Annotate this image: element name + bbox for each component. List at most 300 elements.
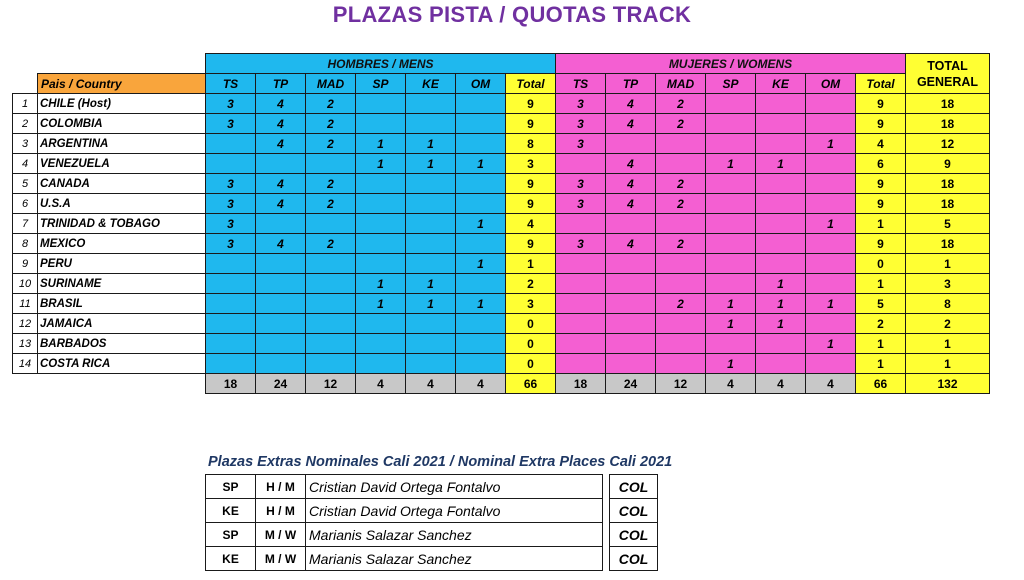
country-name: U.S.A (38, 194, 206, 214)
women-cell (756, 114, 806, 134)
extra-row (206, 523, 658, 547)
men-sum-cell: 4 (456, 374, 506, 394)
total-general-cell: 18 (906, 114, 990, 134)
women-sum-cell: 66 (856, 374, 906, 394)
men-cell (456, 234, 506, 254)
men-cell (406, 314, 456, 334)
men-cell (356, 214, 406, 234)
women-cell: 2 (656, 194, 706, 214)
row-number: 2 (13, 114, 38, 134)
extra-country: COL (610, 499, 658, 523)
men-cell (206, 354, 256, 374)
men-cell: 3 (206, 234, 256, 254)
women-col-header: TS (556, 74, 606, 94)
men-cell (256, 274, 306, 294)
men-cell (406, 214, 456, 234)
men-cell (206, 334, 256, 354)
women-cell: 3 (556, 174, 606, 194)
men-total-cell: 9 (506, 194, 556, 214)
table-row (13, 234, 990, 254)
men-cell: 3 (206, 94, 256, 114)
country-name: PERU (38, 254, 206, 274)
extra-country: COL (610, 475, 658, 499)
men-total-cell: 0 (506, 334, 556, 354)
extra-gap (603, 499, 610, 523)
women-cell (606, 334, 656, 354)
women-cell: 3 (556, 94, 606, 114)
men-col-header: Total (506, 74, 556, 94)
women-cell (706, 134, 756, 154)
women-cell: 2 (656, 294, 706, 314)
women-cell (706, 214, 756, 234)
women-total-cell: 6 (856, 154, 906, 174)
men-cell: 4 (256, 174, 306, 194)
men-cell (456, 274, 506, 294)
men-cell (206, 154, 256, 174)
women-cell (756, 174, 806, 194)
men-cell (406, 114, 456, 134)
men-total-cell: 0 (506, 354, 556, 374)
men-cell (356, 354, 406, 374)
extra-row (206, 475, 658, 499)
men-cell (206, 254, 256, 274)
men-col-header: TS (206, 74, 256, 94)
total-general-cell: 18 (906, 234, 990, 254)
women-cell (606, 274, 656, 294)
extra-country: COL (610, 547, 658, 571)
table-row (13, 254, 990, 274)
table-row (13, 334, 990, 354)
column-header-row (13, 74, 990, 94)
women-cell: 1 (706, 294, 756, 314)
table-row (13, 214, 990, 234)
women-cell (806, 94, 856, 114)
total-general-cell: 1 (906, 254, 990, 274)
men-cell: 4 (256, 114, 306, 134)
men-cell: 1 (456, 214, 506, 234)
men-cell (456, 114, 506, 134)
men-cell: 2 (306, 194, 356, 214)
extra-country: COL (610, 523, 658, 547)
women-cell: 1 (756, 154, 806, 174)
total-general-header (906, 54, 990, 94)
extra-athlete: Marianis Salazar Sanchez (306, 523, 603, 547)
women-cell (656, 254, 706, 274)
men-total-cell: 9 (506, 94, 556, 114)
extra-places-table (205, 474, 658, 571)
men-cell: 2 (306, 134, 356, 154)
total-general-cell: 18 (906, 94, 990, 114)
row-number: 10 (13, 274, 38, 294)
total-general-cell: 9 (906, 154, 990, 174)
women-cell (756, 234, 806, 254)
quota-table (12, 53, 990, 394)
women-col-header: MAD (656, 74, 706, 94)
women-sum-cell: 4 (706, 374, 756, 394)
men-cell: 1 (406, 294, 456, 314)
women-cell: 1 (806, 294, 856, 314)
women-col-header: KE (756, 74, 806, 94)
men-sum-cell: 4 (356, 374, 406, 394)
men-cell (256, 214, 306, 234)
men-cell (256, 314, 306, 334)
spacer (38, 374, 206, 394)
women-total-cell: 9 (856, 234, 906, 254)
women-cell: 1 (706, 154, 756, 174)
men-cell: 1 (356, 154, 406, 174)
women-cell: 2 (656, 114, 706, 134)
women-cell: 1 (756, 314, 806, 334)
men-cell: 1 (456, 154, 506, 174)
men-cell (406, 194, 456, 214)
women-cell (756, 354, 806, 374)
men-cell (356, 114, 406, 134)
women-cell (706, 254, 756, 274)
women-total-cell: 9 (856, 94, 906, 114)
country-name: MEXICO (38, 234, 206, 254)
row-number: 4 (13, 154, 38, 174)
men-cell (306, 274, 356, 294)
men-cell (306, 154, 356, 174)
women-total-cell: 0 (856, 254, 906, 274)
women-cell (656, 134, 706, 154)
men-cell: 4 (256, 234, 306, 254)
men-cell: 4 (256, 134, 306, 154)
men-cell (306, 214, 356, 234)
country-name: SURINAME (38, 274, 206, 294)
women-cell (806, 354, 856, 374)
men-cell (206, 274, 256, 294)
extra-athlete: Cristian David Ortega Fontalvo (306, 499, 603, 523)
page-title: PLAZAS PISTA / QUOTAS TRACK (332, 2, 692, 27)
men-cell (406, 354, 456, 374)
table-row (13, 94, 990, 114)
women-cell: 4 (606, 154, 656, 174)
men-total-cell: 1 (506, 254, 556, 274)
table-row (13, 274, 990, 294)
women-sum-cell: 4 (806, 374, 856, 394)
men-total-cell: 9 (506, 174, 556, 194)
women-col-header: TP (606, 74, 656, 94)
total-header-line2: GENERAL (916, 74, 979, 89)
women-cell (706, 194, 756, 214)
men-cell: 1 (356, 134, 406, 154)
total-header-line1: TOTAL (927, 58, 968, 73)
table-row (13, 114, 990, 134)
men-cell: 1 (406, 274, 456, 294)
men-cell: 3 (206, 114, 256, 134)
row-number: 8 (13, 234, 38, 254)
women-cell (806, 274, 856, 294)
men-total-cell: 2 (506, 274, 556, 294)
men-cell (356, 194, 406, 214)
men-cell (456, 314, 506, 334)
extra-athlete: Cristian David Ortega Fontalvo (306, 475, 603, 499)
row-number: 12 (13, 314, 38, 334)
women-cell: 1 (756, 274, 806, 294)
men-sum-cell: 18 (206, 374, 256, 394)
table-row (13, 134, 990, 154)
women-cell: 1 (806, 214, 856, 234)
women-cell (656, 214, 706, 234)
women-cell (706, 174, 756, 194)
women-cell: 3 (556, 234, 606, 254)
extra-places-title: Plazas Extras Nominales Cali 2021 / Nominal Extra Places Cali 2021 (208, 454, 673, 470)
men-cell (256, 354, 306, 374)
women-cell (756, 334, 806, 354)
men-cell (256, 254, 306, 274)
women-cell: 4 (606, 94, 656, 114)
women-cell: 2 (656, 174, 706, 194)
men-total-cell: 0 (506, 314, 556, 334)
women-cell: 2 (656, 94, 706, 114)
totals-row (13, 374, 990, 394)
extra-gender: M / W (256, 547, 306, 571)
women-cell (556, 214, 606, 234)
country-name: CHILE (Host) (38, 94, 206, 114)
women-cell (656, 154, 706, 174)
row-number: 5 (13, 174, 38, 194)
men-cell (456, 194, 506, 214)
women-cell (756, 254, 806, 274)
extra-gap (603, 475, 610, 499)
women-cell (806, 254, 856, 274)
grand-total-cell: 132 (906, 374, 990, 394)
total-general-cell: 3 (906, 274, 990, 294)
men-total-cell: 9 (506, 234, 556, 254)
total-general-cell: 18 (906, 174, 990, 194)
country-name: TRINIDAD & TOBAGO (38, 214, 206, 234)
men-total-cell: 3 (506, 294, 556, 314)
total-general-cell: 18 (906, 194, 990, 214)
women-cell: 3 (556, 194, 606, 214)
men-cell (406, 174, 456, 194)
women-cell (706, 334, 756, 354)
men-cell: 1 (406, 134, 456, 154)
women-cell (556, 154, 606, 174)
men-total-cell: 8 (506, 134, 556, 154)
men-cell (456, 134, 506, 154)
women-cell (606, 254, 656, 274)
women-total-cell: 1 (856, 214, 906, 234)
men-col-header: TP (256, 74, 306, 94)
women-cell (556, 314, 606, 334)
total-general-cell: 1 (906, 334, 990, 354)
table-row (13, 354, 990, 374)
country-name: COSTA RICA (38, 354, 206, 374)
table-row (13, 154, 990, 174)
men-cell: 3 (206, 194, 256, 214)
row-number: 6 (13, 194, 38, 214)
extra-row (206, 547, 658, 571)
women-cell (756, 134, 806, 154)
women-cell: 3 (556, 134, 606, 154)
women-col-header: SP (706, 74, 756, 94)
women-cell (806, 194, 856, 214)
women-col-header: OM (806, 74, 856, 94)
women-total-cell: 2 (856, 314, 906, 334)
women-total-cell: 9 (856, 114, 906, 134)
country-header: Pais / Country (38, 74, 206, 94)
men-cell (306, 314, 356, 334)
total-general-cell: 2 (906, 314, 990, 334)
men-cell (406, 254, 456, 274)
men-col-header: SP (356, 74, 406, 94)
men-cell: 1 (406, 154, 456, 174)
row-number: 13 (13, 334, 38, 354)
women-cell (556, 294, 606, 314)
women-total-cell: 9 (856, 194, 906, 214)
men-cell (356, 234, 406, 254)
women-cell (756, 94, 806, 114)
men-cell (306, 354, 356, 374)
women-cell (706, 234, 756, 254)
women-cell (706, 274, 756, 294)
men-cell: 2 (306, 114, 356, 134)
women-cell: 1 (806, 134, 856, 154)
women-cell (656, 354, 706, 374)
women-cell (706, 114, 756, 134)
table-row (13, 194, 990, 214)
table-row (13, 314, 990, 334)
men-cell (356, 174, 406, 194)
women-cell (556, 274, 606, 294)
women-total-cell: 4 (856, 134, 906, 154)
women-cell (606, 294, 656, 314)
men-col-header: OM (456, 74, 506, 94)
country-name: BRASIL (38, 294, 206, 314)
total-general-cell: 12 (906, 134, 990, 154)
women-total-cell: 1 (856, 334, 906, 354)
men-cell (456, 174, 506, 194)
men-cell: 1 (456, 294, 506, 314)
row-number: 7 (13, 214, 38, 234)
extra-event: KE (206, 499, 256, 523)
men-cell (356, 314, 406, 334)
extra-event: KE (206, 547, 256, 571)
men-cell: 4 (256, 94, 306, 114)
women-cell (556, 254, 606, 274)
women-cell: 1 (706, 354, 756, 374)
women-cell: 1 (706, 314, 756, 334)
men-cell (256, 154, 306, 174)
men-cell (456, 354, 506, 374)
men-cell (356, 254, 406, 274)
extra-gap (603, 523, 610, 547)
men-cell: 2 (306, 234, 356, 254)
men-header: HOMBRES / MENS (206, 54, 556, 74)
row-number: 9 (13, 254, 38, 274)
men-cell: 1 (356, 294, 406, 314)
men-cell (206, 314, 256, 334)
group-header-row (13, 54, 990, 74)
men-cell: 4 (256, 194, 306, 214)
total-general-cell: 8 (906, 294, 990, 314)
row-number: 3 (13, 134, 38, 154)
women-cell: 4 (606, 234, 656, 254)
women-cell (656, 334, 706, 354)
extra-gender: M / W (256, 523, 306, 547)
men-cell: 1 (456, 254, 506, 274)
row-number: 14 (13, 354, 38, 374)
women-cell (806, 114, 856, 134)
women-sum-cell: 24 (606, 374, 656, 394)
women-cell: 4 (606, 174, 656, 194)
extra-gap (603, 547, 610, 571)
women-cell (806, 174, 856, 194)
women-cell (556, 354, 606, 374)
total-general-cell: 1 (906, 354, 990, 374)
women-cell: 3 (556, 114, 606, 134)
extra-athlete: Marianis Salazar Sanchez (306, 547, 603, 571)
women-total-cell: 1 (856, 274, 906, 294)
spacer (13, 374, 38, 394)
men-cell: 3 (206, 174, 256, 194)
men-cell: 2 (306, 94, 356, 114)
country-name: BARBADOS (38, 334, 206, 354)
men-cell (306, 294, 356, 314)
women-header: MUJERES / WOMENS (556, 54, 906, 74)
table-row (13, 294, 990, 314)
country-name: COLOMBIA (38, 114, 206, 134)
men-cell: 2 (306, 174, 356, 194)
men-cell (256, 334, 306, 354)
women-cell (756, 214, 806, 234)
women-cell (656, 314, 706, 334)
country-name: CANADA (38, 174, 206, 194)
women-cell: 1 (756, 294, 806, 314)
women-cell (556, 334, 606, 354)
women-sum-cell: 18 (556, 374, 606, 394)
extra-event: SP (206, 475, 256, 499)
men-sum-cell: 4 (406, 374, 456, 394)
men-cell (306, 254, 356, 274)
total-general-cell: 5 (906, 214, 990, 234)
women-cell (706, 94, 756, 114)
country-name: JAMAICA (38, 314, 206, 334)
men-cell: 1 (356, 274, 406, 294)
women-total-cell: 5 (856, 294, 906, 314)
table-row (13, 174, 990, 194)
men-total-cell: 3 (506, 154, 556, 174)
men-sum-cell: 24 (256, 374, 306, 394)
extra-row (206, 499, 658, 523)
women-cell (806, 314, 856, 334)
men-cell (456, 334, 506, 354)
women-cell: 2 (656, 234, 706, 254)
men-sum-cell: 66 (506, 374, 556, 394)
women-cell (656, 274, 706, 294)
women-cell (806, 234, 856, 254)
women-cell: 1 (806, 334, 856, 354)
extra-event: SP (206, 523, 256, 547)
women-cell: 4 (606, 194, 656, 214)
men-cell (456, 94, 506, 114)
men-cell (406, 94, 456, 114)
extra-gender: H / M (256, 475, 306, 499)
men-cell (406, 334, 456, 354)
country-name: VENEZUELA (38, 154, 206, 174)
men-total-cell: 9 (506, 114, 556, 134)
women-col-header: Total (856, 74, 906, 94)
women-sum-cell: 12 (656, 374, 706, 394)
women-cell (806, 154, 856, 174)
men-cell (206, 134, 256, 154)
men-col-header: MAD (306, 74, 356, 94)
extra-gender: H / M (256, 499, 306, 523)
men-cell (406, 234, 456, 254)
men-cell (256, 294, 306, 314)
